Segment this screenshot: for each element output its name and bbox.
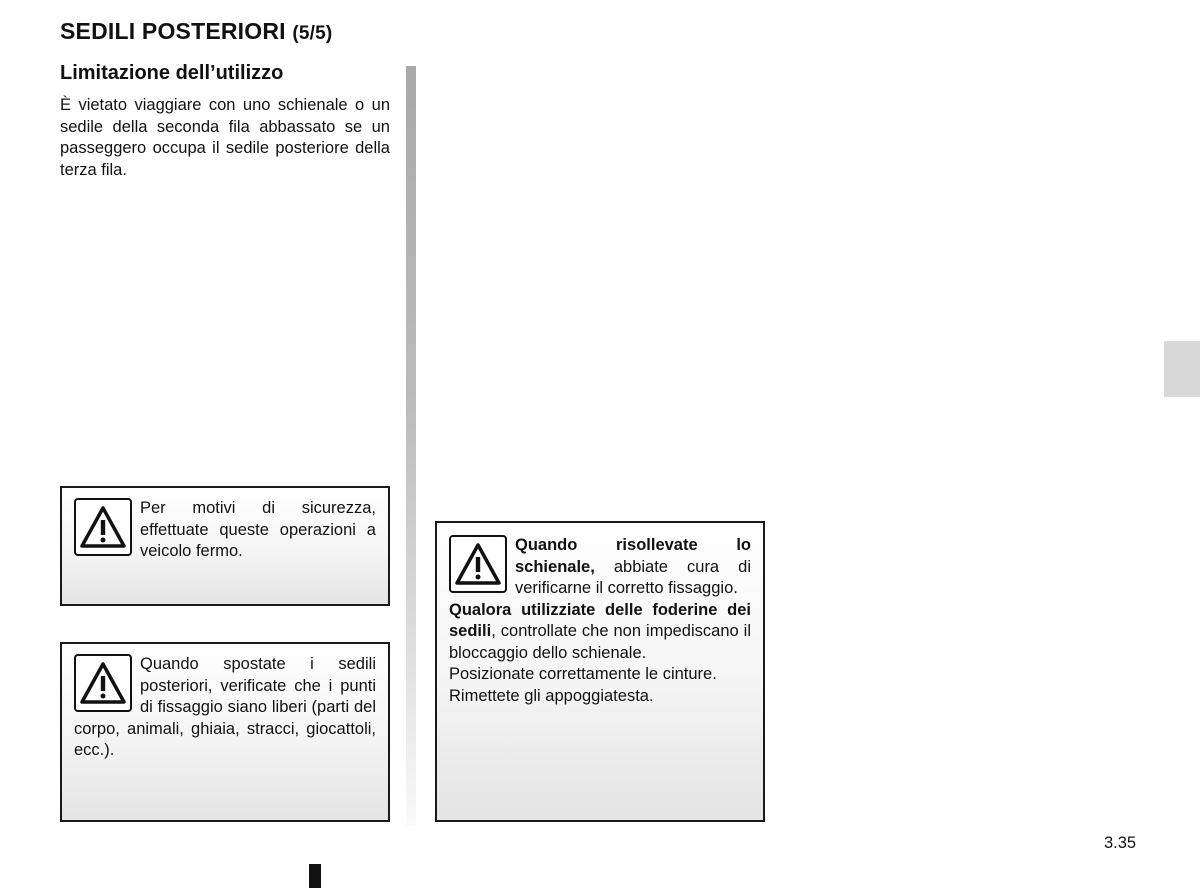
column-divider: [406, 66, 416, 826]
warning-text: Per motivi di sicurezza, effettuate queste operazioni a veicolo fermo.: [140, 499, 376, 560]
section-body-text: È vietato viaggiare con uno schienale o un sedile della seconda fila abbassato se un passeggero occupa il sedile posteriore della terza fila.: [60, 96, 390, 179]
warning-box-safety: [60, 486, 390, 606]
chapter-side-tab: [1164, 341, 1200, 397]
page-number: 3.35: [1104, 834, 1137, 852]
section-heading: Limitazione dell’utilizzo: [60, 62, 284, 84]
warning-plain-text: , controllate che non impediscano il bloccaggio dello schienale.: [449, 622, 751, 662]
warning-plain-text: abbiate cura di verificarne il corretto fissaggio.: [515, 557, 751, 597]
warning-box-backrest: [435, 521, 765, 822]
print-crop-mark: [309, 864, 321, 888]
warning-paragraph: Posizionate correttamente le cinture.: [449, 665, 717, 683]
warning-bold-text: Qualora utilizziate delle foderine dei sedili: [449, 600, 751, 640]
warning-paragraph: Rimettete gli appoggiatesta.: [449, 686, 654, 705]
warning-bold-text: Quando risollevate lo schienale,: [515, 536, 751, 576]
warning-box-anchor-points: [60, 642, 390, 822]
page-title-text: SEDILI POSTERIORI: [60, 18, 286, 44]
page-title: [60, 18, 332, 45]
warning-text: Quando spostate i sedili posteriori, verificate che i punti di fissaggio siano liberi (parti del corpo, animali, ghiaia, stracci, giocattoli, ecc.).: [74, 655, 376, 759]
warning-triangle-icon: [74, 498, 132, 556]
page-part-indicator: (5/5): [292, 23, 333, 44]
warning-triangle-icon: [449, 535, 507, 593]
warning-paragraph: [449, 600, 751, 665]
warning-triangle-icon: [74, 654, 132, 712]
